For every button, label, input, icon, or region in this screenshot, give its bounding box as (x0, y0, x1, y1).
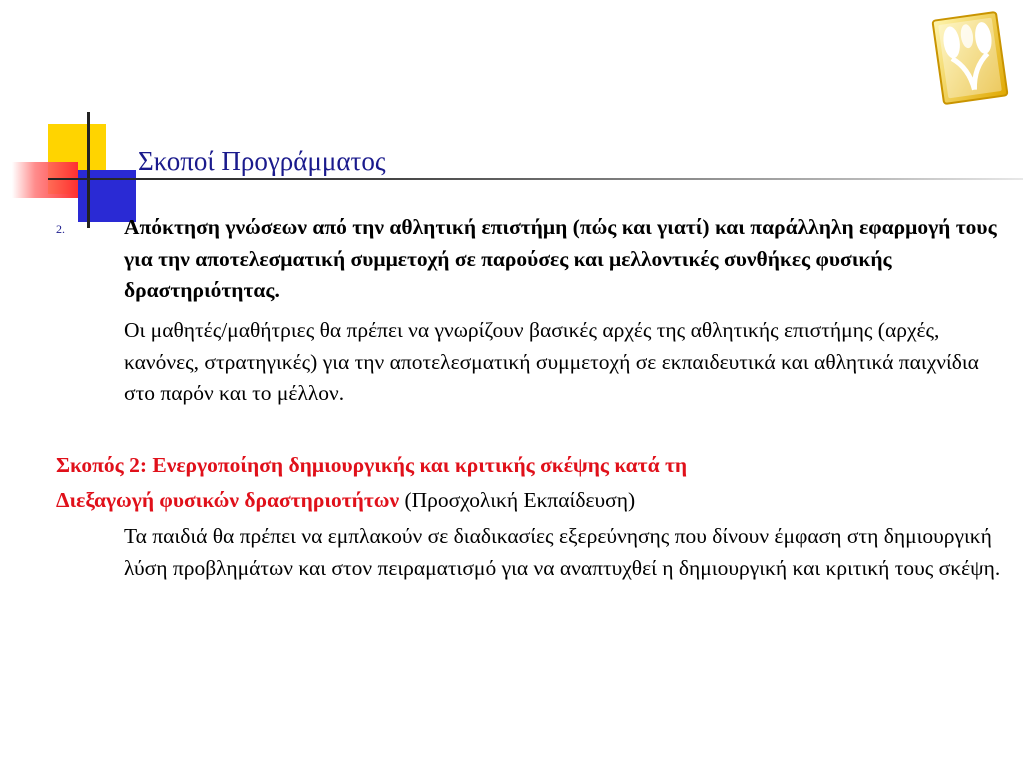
goal-2-heading-line-2 (56, 485, 996, 516)
objective-bold-paragraph: Απόκτηση γνώσεων από την αθλητική επιστήμη (πώς και γιατί) και παράλληλη εφαρμογή τους για την αποτελεσματική συμμετοχή σε παρούσες και μελλοντικές συνθήκες φυσικής δραστηριότητας. (124, 215, 997, 302)
bullet-number: 2. (56, 222, 65, 236)
decor-vertical-line (87, 112, 90, 228)
olive-tree-logo-icon (930, 10, 1010, 106)
slide-title: Σκοποί Προγράμματος (138, 146, 386, 176)
goal-2-description: Τα παιδιά θα πρέπει να εμπλακούν σε διαδικασίες εξερεύνησης που δίνουν έμφαση στη δημιουργική λύση προβλημάτων και στον πειραματισμό για να αναπτυχθεί η δημιουργική και κριτική τους σκέψη. (124, 524, 1001, 580)
decor-red-bar (12, 162, 78, 198)
goal-2-heading-line-1: Σκοπός 2: Ενεργοποίηση δημιουργικής και κριτικής σκέψης κατά τη (56, 453, 688, 477)
title-underline (48, 178, 1023, 180)
objective-description: Οι μαθητές/μαθήτριες θα πρέπει να γνωρίζουν βασικές αρχές της αθλητικής επιστήμης (αρχές, κανόνες, στρατηγικές) για την αποτελεσματική συμμετοχή σε εκπαιδευτικά και αθλητικά παιχνίδια στο παρόν και το μέλλον. (124, 318, 979, 405)
goal-2-heading-context: (Προσχολική Εκπαίδευση) (399, 488, 636, 512)
goal-2-heading-bold: Διεξαγωγή φυσικών δραστηριοτήτων (56, 488, 400, 512)
